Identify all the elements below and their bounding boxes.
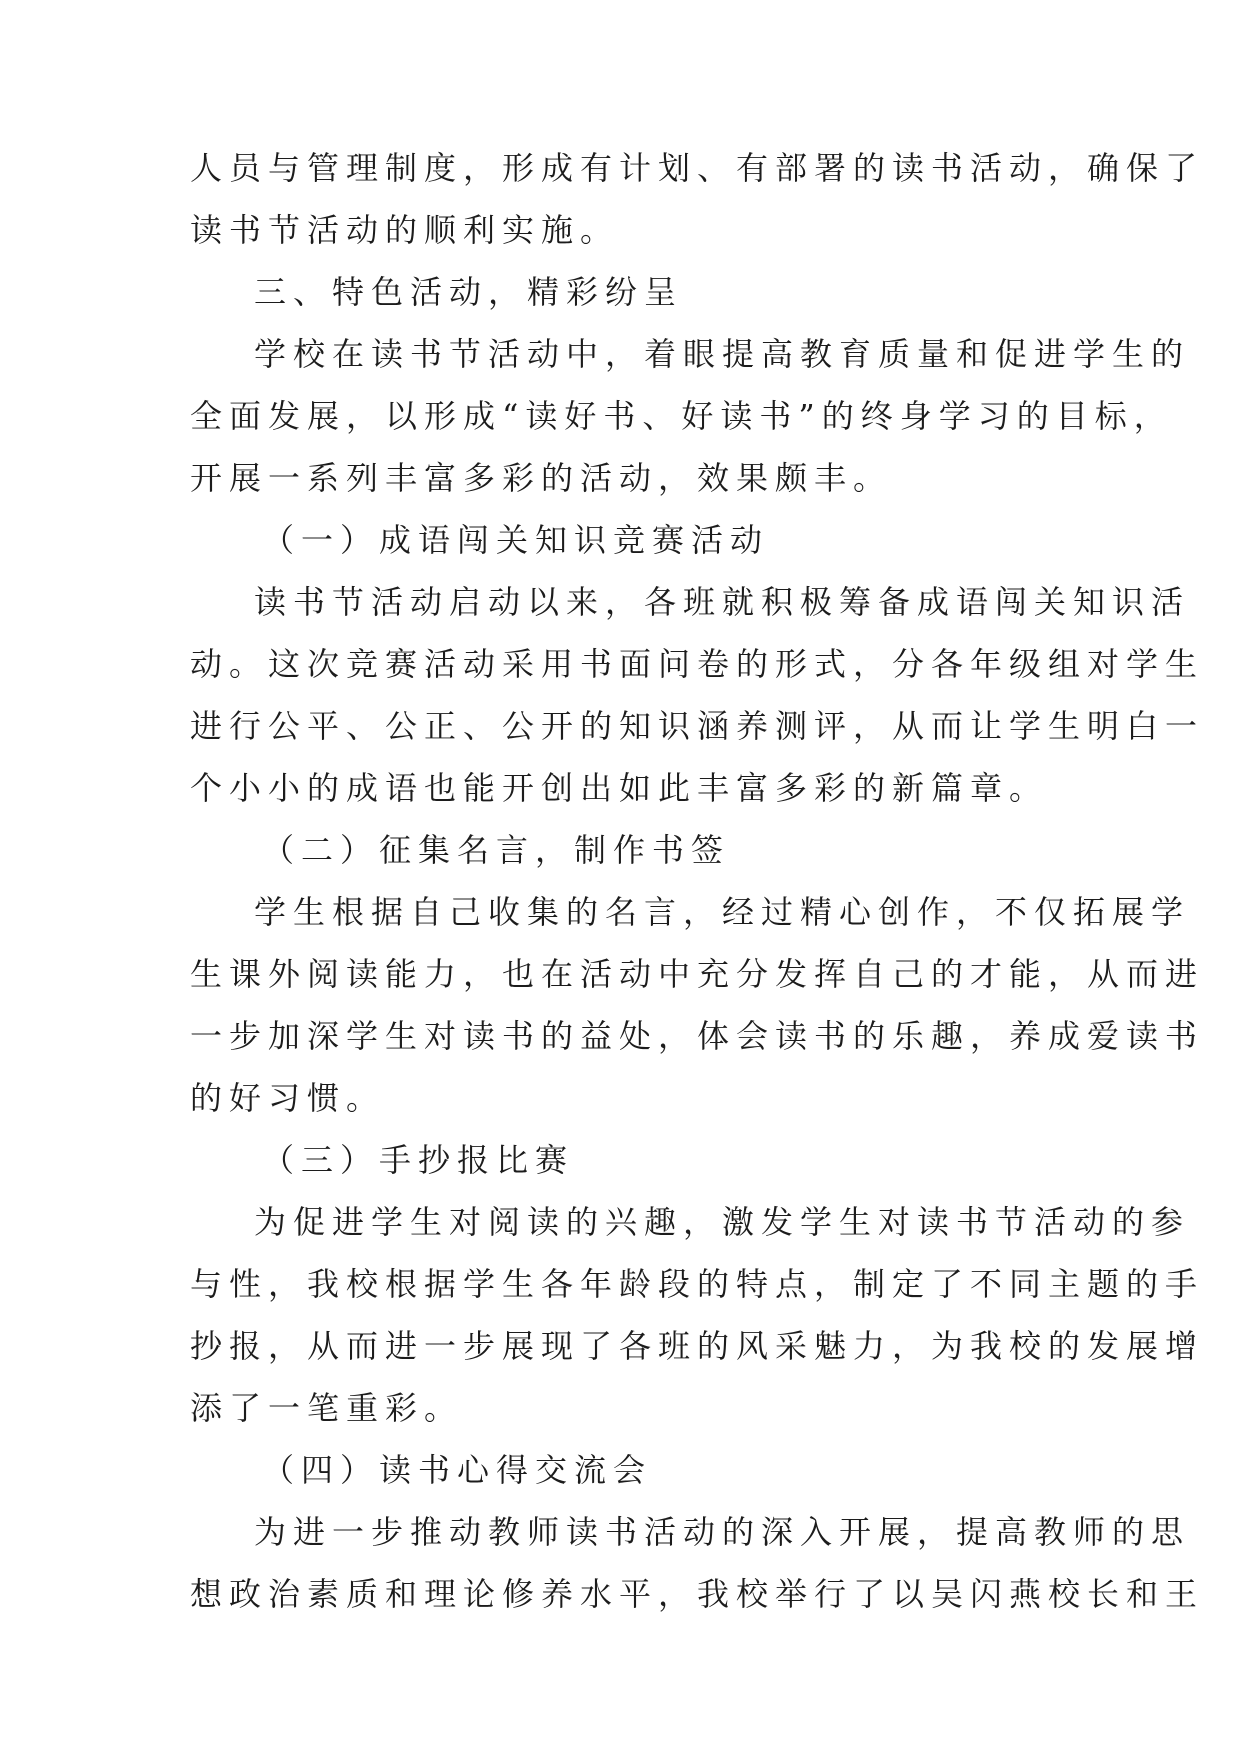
body-line: 学校在读书节活动中，着眼提高教育质量和促进学生的 <box>254 335 1191 373</box>
body-line: 想政治素质和理论修养水平，我校举行了以吴闪燕校长和王 <box>190 1575 1205 1613</box>
section-heading: 三、特色活动，精彩纷呈 <box>254 273 684 311</box>
subsection-heading: （四）读书心得交流会 <box>262 1451 653 1489</box>
subsection-heading: （二）征集名言，制作书签 <box>262 831 731 869</box>
body-line: 动。这次竞赛活动采用书面问卷的形式，分各年级组对学生 <box>190 645 1205 683</box>
body-line: 抄报，从而进一步展现了各班的风采魅力，为我校的发展增 <box>190 1327 1205 1365</box>
body-line: 人员与管理制度，形成有计划、有部署的读书活动，确保了 <box>190 149 1205 187</box>
body-line: 与性，我校根据学生各年龄段的特点，制定了不同主题的手 <box>190 1265 1205 1303</box>
document-body <box>190 149 1205 1641</box>
body-line: 进行公平、公正、公开的知识涵养测评，从而让学生明白一 <box>190 707 1205 745</box>
body-line: 学生根据自己收集的名言，经过精心创作，不仅拓展学 <box>254 893 1191 931</box>
subsection-heading: （一）成语闯关知识竞赛活动 <box>262 521 770 559</box>
body-line: 一步加深学生对读书的益处，体会读书的乐趣，养成爱读书 <box>190 1017 1205 1055</box>
body-line: 全面发展，以形成“读好书、好读书”的终身学习的目标， <box>190 397 1173 435</box>
body-line: 的好习惯。 <box>190 1079 386 1117</box>
subsection-heading: （三）手抄报比赛 <box>262 1141 575 1179</box>
body-line: 开展一系列丰富多彩的活动，效果颇丰。 <box>190 459 893 497</box>
body-line: 添了一笔重彩。 <box>190 1389 464 1427</box>
body-line: 为促进学生对阅读的兴趣，激发学生对读书节活动的参 <box>254 1203 1191 1241</box>
body-line: 为进一步推动教师读书活动的深入开展，提高教师的思 <box>254 1513 1191 1551</box>
body-line: 个小小的成语也能开创出如此丰富多彩的新篇章。 <box>190 769 1049 807</box>
body-line: 生课外阅读能力，也在活动中充分发挥自己的才能，从而进 <box>190 955 1205 993</box>
body-line: 读书节活动启动以来，各班就积极筹备成语闯关知识活 <box>254 583 1191 621</box>
body-line: 读书节活动的顺利实施。 <box>190 211 620 249</box>
